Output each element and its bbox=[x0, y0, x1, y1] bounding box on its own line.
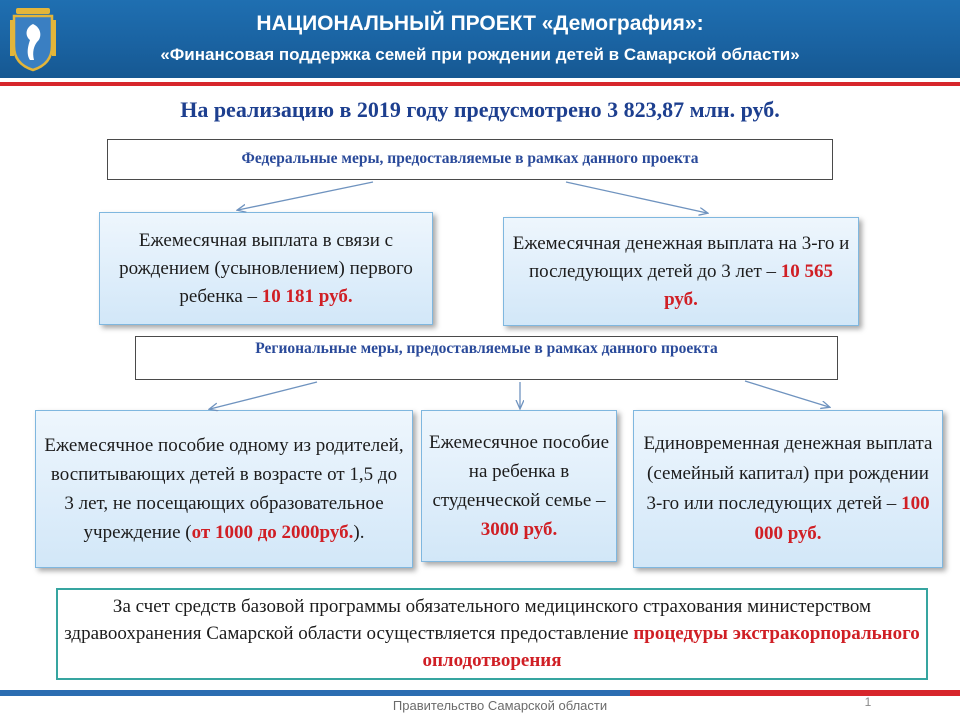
ivf-note-text: За счет средств базовой программы обязательного медицинского страхования министерством здравоохранения Самарской области осуществляется предоставление bbox=[64, 596, 872, 644]
federal-measure-first-child bbox=[99, 212, 433, 325]
ivf-note-box bbox=[56, 588, 928, 680]
ivf-note-highlight: процедуры экстракорпорального оплодотворения bbox=[422, 623, 920, 671]
footer-organization: Правительство Самарской области bbox=[392, 698, 608, 713]
page-number: 1 bbox=[864, 695, 872, 709]
regional-measure-student-family bbox=[421, 410, 617, 562]
arrow-regional-right bbox=[745, 381, 829, 407]
federal-measures-title: Федеральные меры, предоставляемые в рамках данного проекта bbox=[107, 139, 833, 180]
federal-measure-third-child bbox=[503, 217, 859, 326]
arrow-regional-left bbox=[210, 382, 317, 409]
measure-text: Ежемесячная денежная выплата на 3-го и последующих детей до 3 лет – 10 565 руб. bbox=[512, 232, 850, 310]
measure-text: Ежемесячная выплата в связи с рождением (усыновлением) первого ребенка – 10 181 руб. bbox=[119, 229, 413, 307]
arrow-federal-right bbox=[566, 182, 707, 213]
regional-measure-parent-allowance bbox=[35, 410, 413, 568]
measure-text: Ежемесячное пособие на ребенка в студенческой семье – 3000 руб. bbox=[429, 432, 609, 540]
measure-text: Ежемесячное пособие одному из родителей, воспитывающих детей в возрасте от 1,5 до 3 лет, не посещающих образовательное учреждение (от 1000 до 2000руб.). bbox=[44, 435, 404, 543]
measure-text: Единовременная денежная выплата (семейный капитал) при рождении 3-го или последующих детей – 100 000 руб. bbox=[643, 433, 933, 544]
arrow-federal-left bbox=[238, 182, 373, 210]
slide-title: НАЦИОНАЛЬНЫЙ ПРОЕКТ «Демография»: bbox=[256, 12, 704, 35]
regional-measures-title: Региональные меры, предоставляемые в рамках данного проекта bbox=[135, 336, 838, 380]
measure-amount: от 1000 до 2000руб. bbox=[191, 522, 354, 543]
slide-subtitle: «Финансовая поддержка семей при рождении детей в Самарской области» bbox=[160, 45, 800, 64]
measure-amount: 100 000 руб. bbox=[754, 493, 930, 544]
measure-amount: 10 181 руб. bbox=[261, 285, 353, 307]
footer-stripe-blue bbox=[0, 690, 630, 696]
measure-amount: 3000 руб. bbox=[480, 519, 558, 540]
budget-headline: На реализацию в 2019 году предусмотрено 3 823,87 млн. руб. bbox=[180, 97, 780, 122]
footer-stripe-red bbox=[630, 690, 960, 696]
measure-amount: 10 565 руб. bbox=[664, 260, 834, 310]
regional-measure-family-capital bbox=[633, 410, 943, 568]
header-divider-red bbox=[0, 82, 960, 86]
